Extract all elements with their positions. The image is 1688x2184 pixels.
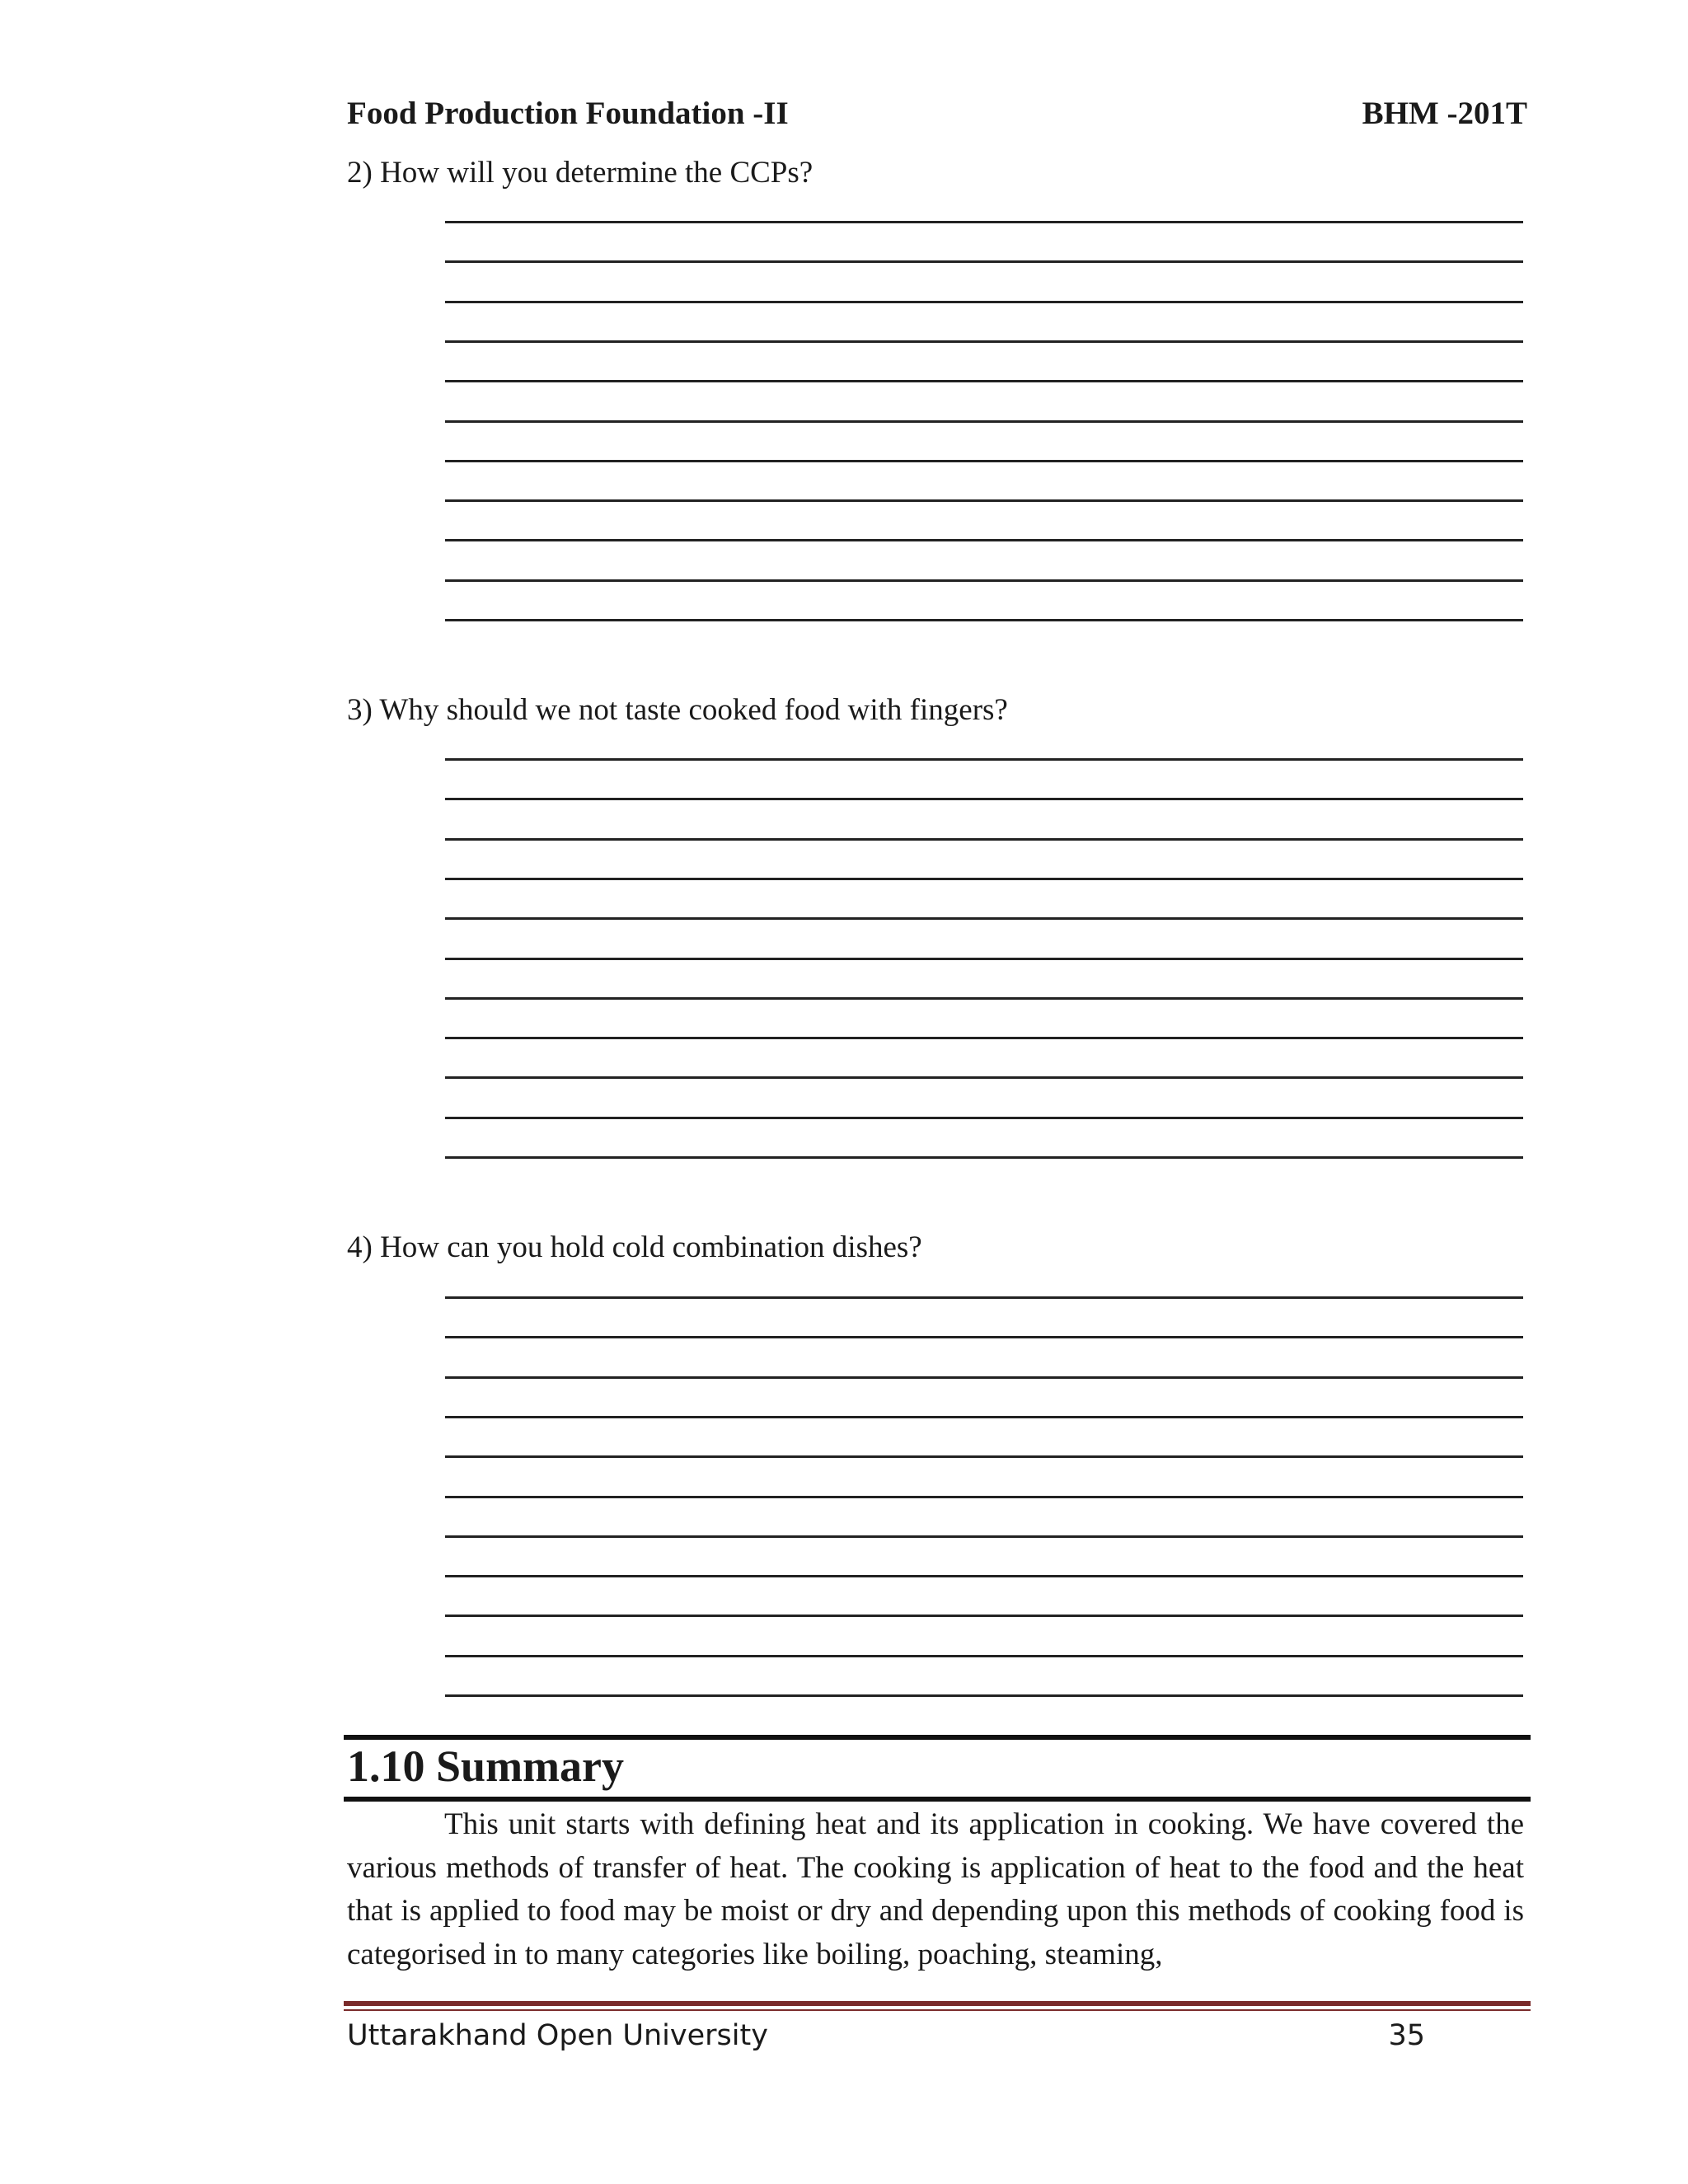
university-name: Uttarakhand Open University xyxy=(347,2019,768,2052)
answer-line xyxy=(445,1117,1523,1119)
footer-rule xyxy=(344,2001,1531,2006)
answer-line xyxy=(445,579,1523,582)
course-title: Food Production Foundation -II xyxy=(347,96,789,131)
answer-line xyxy=(445,380,1523,382)
summary-paragraph xyxy=(347,1803,1524,1976)
answer-line xyxy=(445,1615,1523,1617)
page-header xyxy=(347,95,1527,144)
question-2: 2) How will you determine the CCPs? xyxy=(347,156,814,190)
answer-line xyxy=(445,1496,1523,1498)
answer-line xyxy=(445,838,1523,841)
page-footer xyxy=(347,2019,1425,2052)
answer-line xyxy=(445,260,1523,263)
footer-rule-thin xyxy=(344,2009,1531,2011)
answer-line xyxy=(445,420,1523,423)
answer-line xyxy=(445,1076,1523,1079)
answer-line xyxy=(445,1336,1523,1338)
answer-line xyxy=(445,1376,1523,1379)
answer-line xyxy=(445,1575,1523,1577)
answer-line xyxy=(445,798,1523,800)
answer-line xyxy=(445,997,1523,1000)
answer-line xyxy=(445,619,1523,621)
answer-line xyxy=(445,1296,1523,1299)
answer-line xyxy=(445,878,1523,880)
course-code: BHM -201T xyxy=(1362,96,1527,131)
answer-line xyxy=(445,1037,1523,1039)
answer-line xyxy=(445,1535,1523,1538)
page-number: 35 xyxy=(1388,2019,1425,2052)
answer-line xyxy=(445,460,1523,462)
answer-line xyxy=(445,1156,1523,1159)
summary-text: This unit starts with defining heat and its application in cooking. We have covered the various methods of transfer of heat. The cooking is application of heat to the food and the heat that is applied to food may be moist or dry and depending upon this methods of cooking food is categorised in to many categories like boiling, poaching, steaming, xyxy=(347,1807,1524,1971)
answer-line xyxy=(445,301,1523,303)
answer-line xyxy=(445,539,1523,541)
answer-line xyxy=(445,917,1523,920)
question-4: 4) How can you hold cold combination dishes? xyxy=(347,1230,922,1264)
answer-line xyxy=(445,1694,1523,1697)
section-top-rule xyxy=(344,1735,1531,1740)
answer-line xyxy=(445,1455,1523,1458)
answer-line xyxy=(445,958,1523,960)
answer-line xyxy=(445,340,1523,343)
question-3: 3) Why should we not taste cooked food with fingers? xyxy=(347,693,1008,727)
section-bottom-rule xyxy=(344,1797,1531,1802)
answer-line xyxy=(445,499,1523,502)
answer-line xyxy=(445,1416,1523,1418)
section-title: 1.10 Summary xyxy=(347,1741,624,1791)
answer-line xyxy=(445,221,1523,223)
answer-line xyxy=(445,758,1523,761)
answer-line xyxy=(445,1655,1523,1657)
